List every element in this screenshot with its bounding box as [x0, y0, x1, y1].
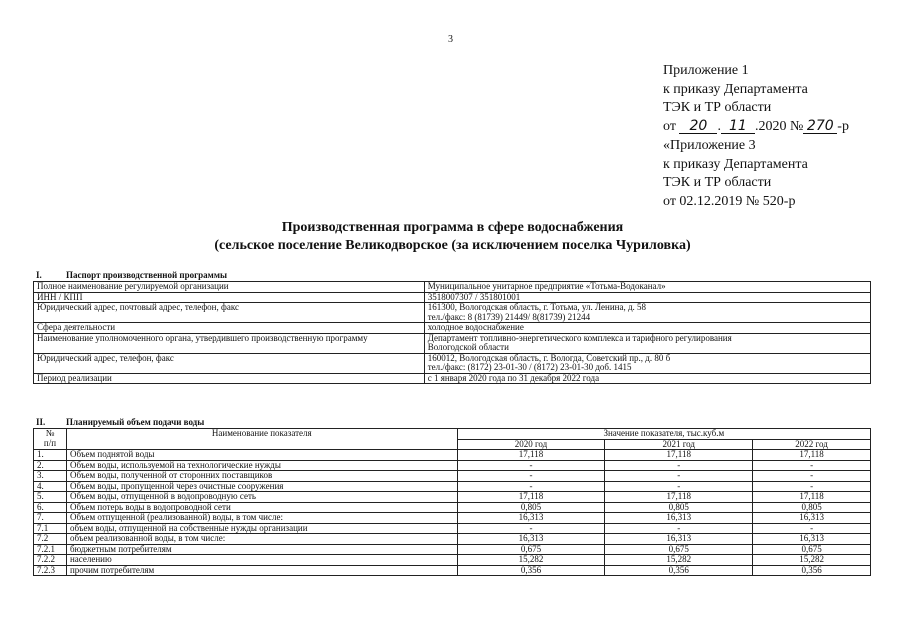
table-row — [34, 544, 871, 555]
value-line: тел./факс: 8 (81739) 21449/ 8(81739) 21244 — [427, 311, 591, 322]
row-name: Объем потерь воды в водопроводной сети — [66, 502, 457, 513]
table-row — [34, 523, 871, 534]
table-row — [34, 471, 871, 482]
order-day-handwritten: 20 — [679, 119, 717, 134]
order-prefix: от — [663, 119, 676, 135]
value-2021: 17,118 — [605, 450, 753, 461]
appendix-line: ТЭК и ТР области — [663, 100, 772, 116]
header-name: Наименование показателя — [66, 429, 457, 450]
row-number: 7.2 — [34, 534, 67, 545]
value-cell: холодное водоснабжение — [424, 323, 870, 334]
order-month-handwritten: 11 — [721, 119, 755, 134]
table-header-row — [34, 429, 871, 440]
value-2020: 15,282 — [457, 555, 605, 566]
value-2021: - — [605, 523, 753, 534]
table-row — [34, 303, 871, 323]
table-row — [34, 502, 871, 513]
value-line: тел./факс: (8172) 23-01-30 / (8172) 23-01-30 доб. 1415 — [427, 362, 632, 372]
value-2022: - — [753, 460, 871, 471]
row-number: 2. — [34, 460, 67, 471]
value-2020: - — [457, 460, 605, 471]
section-number: II. — [36, 417, 46, 427]
header-value: Значение показателя, тыс.куб.м — [457, 429, 870, 440]
appendix-line: к приказу Департамента — [663, 81, 808, 97]
value-2022: - — [753, 523, 871, 534]
value-2020: - — [457, 471, 605, 482]
table-row — [34, 460, 871, 471]
header-year: 2020 год — [457, 439, 605, 450]
row-number: 1. — [34, 450, 67, 461]
row-name: Объем воды, пропущенной через очистные сооружения — [66, 481, 457, 492]
value-line: Вологодской области — [427, 342, 509, 352]
row-number: 7. — [34, 513, 67, 524]
value-2021: - — [605, 471, 753, 482]
value-2020: 16,313 — [457, 513, 605, 524]
row-number: 6. — [34, 502, 67, 513]
value-2020: - — [457, 481, 605, 492]
order-year: .2020 № — [754, 119, 804, 135]
appendix-line: к приказу Департамента — [663, 156, 808, 172]
row-name: объем реализованной воды, в том числе: — [66, 534, 457, 545]
value-2022: 15,282 — [753, 555, 871, 566]
value-2021: 17,118 — [605, 492, 753, 503]
section-title: Паспорт производственной программы — [66, 270, 227, 280]
header-year: 2022 год — [753, 439, 871, 450]
value-2021: 0,356 — [605, 565, 753, 576]
order-suffix: -р — [837, 119, 849, 135]
order-number-handwritten: 270 — [803, 119, 837, 134]
table-row — [34, 333, 871, 353]
value-cell: Муниципальное унитарное предприятие «Тотьма-Водоканал» — [424, 282, 870, 293]
table-row — [34, 565, 871, 576]
water-volume-table — [33, 428, 871, 576]
table-row — [34, 450, 871, 461]
label-cell: Юридический адрес, почтовый адрес, телефон, факс — [34, 303, 425, 323]
page-number: 3 — [448, 34, 453, 45]
section-1-heading — [36, 270, 227, 280]
value-2022: 16,313 — [753, 534, 871, 545]
table-row — [34, 373, 871, 384]
value-cell — [424, 303, 870, 323]
section-title: Планируемый объем подачи воды — [66, 417, 205, 427]
value-cell — [424, 353, 870, 373]
section-2-heading — [36, 417, 204, 427]
value-2021: 16,313 — [605, 513, 753, 524]
row-name: прочим потребителям — [66, 565, 457, 576]
value-2022: 17,118 — [753, 492, 871, 503]
row-name: Объем отпущенной (реализованной) воды, в том числе: — [66, 513, 457, 524]
value-2020: - — [457, 523, 605, 534]
appendix-line: «Приложение 3 — [663, 137, 756, 153]
table-row — [34, 353, 871, 373]
value-cell: 3518007307 / 351801001 — [424, 292, 870, 303]
header-num: № п/п — [34, 429, 67, 450]
table-row — [34, 513, 871, 524]
value-2021: 16,313 — [605, 534, 753, 545]
row-name: Объем воды, полученной от сторонних поставщиков — [66, 471, 457, 482]
value-line: Департамент топливно-энергетического комплекса и тарифного регулирования — [427, 333, 732, 343]
label-cell: Юридический адрес, телефон, факс — [34, 353, 425, 373]
value-2022: - — [753, 471, 871, 482]
row-name: населению — [66, 555, 457, 566]
row-number: 7.2.1 — [34, 544, 67, 555]
row-number: 7.2.2 — [34, 555, 67, 566]
value-2021: - — [605, 481, 753, 492]
value-2022: 17,118 — [753, 450, 871, 461]
value-2021: - — [605, 460, 753, 471]
value-2020: 0,675 — [457, 544, 605, 555]
value-2022: 0,675 — [753, 544, 871, 555]
row-name: Объем воды, используемой на технологические нужды — [66, 460, 457, 471]
value-2021: 15,282 — [605, 555, 753, 566]
section-number: I. — [36, 270, 42, 280]
value-2020: 17,118 — [457, 492, 605, 503]
value-2020: 0,805 — [457, 502, 605, 513]
value-cell — [424, 333, 870, 353]
header-year: 2021 год — [605, 439, 753, 450]
label-cell: ИНН / КПП — [34, 292, 425, 303]
appendix-line: ТЭК и ТР области — [663, 175, 772, 191]
label-cell: Период реализации — [34, 373, 425, 384]
appendix-block — [663, 62, 849, 212]
value-2022: 0,805 — [753, 502, 871, 513]
row-name: Объем поднятой воды — [66, 450, 457, 461]
value-line: 161300, Вологодская область, г. Тотьма, ул. Ленина, д. 58 — [427, 302, 647, 312]
table-row — [34, 492, 871, 503]
value-2021: 0,675 — [605, 544, 753, 555]
table-row — [34, 282, 871, 293]
value-2020: 0,356 — [457, 565, 605, 576]
value-line: 160012, Вологодская область, г. Вологда, Советский пр., д. 80 б — [427, 353, 671, 363]
row-number: 7.1 — [34, 523, 67, 534]
passport-table — [33, 281, 871, 384]
value-2022: - — [753, 481, 871, 492]
table-row — [34, 534, 871, 545]
label-cell: Сфера деятельности — [34, 323, 425, 334]
table-row — [34, 323, 871, 334]
order-line: от 20 . 11 .2020 № 270 -р — [663, 118, 849, 135]
appendix-line: от 02.12.2019 № 520-р — [663, 193, 796, 209]
table-row — [34, 292, 871, 303]
value-2022: 16,313 — [753, 513, 871, 524]
document-subtitle: (сельское поселение Великодворское (за исключением поселка Чуриловка) — [214, 238, 691, 253]
row-number: 4. — [34, 481, 67, 492]
row-name: объем воды, отпущенной на собственные нужды организации — [66, 523, 457, 534]
label-cell: Наименование уполномоченного органа, утвердившего производственную программу — [34, 333, 425, 353]
table-row — [34, 555, 871, 566]
value-cell: с 1 января 2020 года по 31 декабря 2022 года — [424, 373, 870, 384]
row-number: 7.2.3 — [34, 565, 67, 576]
row-number: 3. — [34, 471, 67, 482]
value-2021: 0,805 — [605, 502, 753, 513]
value-2022: 0,356 — [753, 565, 871, 576]
label-cell: Полное наименование регулируемой организации — [34, 282, 425, 293]
value-2020: 16,313 — [457, 534, 605, 545]
document-title: Производственная программа в сфере водоснабжения — [281, 220, 624, 235]
row-name: бюджетным потребителям — [66, 544, 457, 555]
appendix-line: Приложение 1 — [663, 63, 749, 78]
row-number: 5. — [34, 492, 67, 503]
value-2020: 17,118 — [457, 450, 605, 461]
table-row — [34, 481, 871, 492]
row-name: Объем воды, отпущенной в водопроводную сеть — [66, 492, 457, 503]
